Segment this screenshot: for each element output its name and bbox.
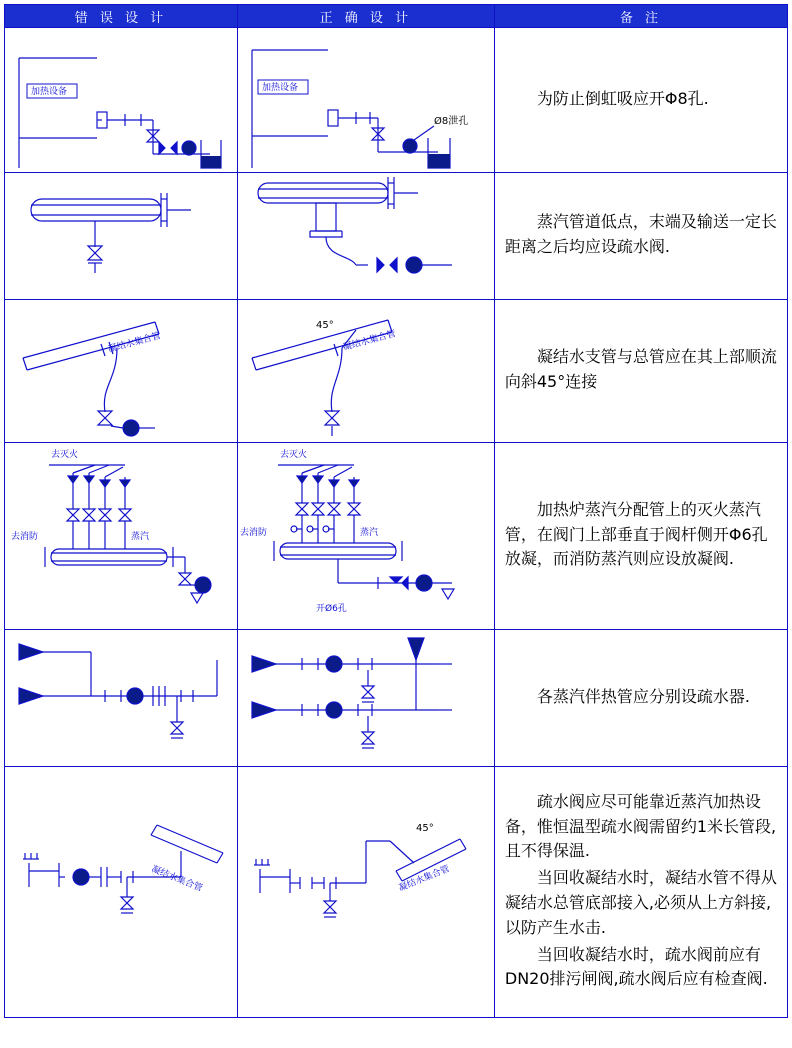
remark-line: 为防止倒虹吸应开Φ8孔. (536, 88, 709, 108)
header-wrong-design: 错 误 设 计 (5, 5, 238, 28)
label-to-fire-extinguish: 去灭火 (279, 450, 307, 460)
label-condensate-header: 凝结水集合管 (107, 331, 162, 355)
remark-text-3 (495, 339, 787, 403)
header-correct-design: 正 确 设 计 (237, 5, 494, 28)
label-condensate-header: 凝结水集合管 (342, 329, 397, 353)
table-row (5, 28, 788, 173)
diagram-wrong-5 (5, 630, 237, 766)
diagram-wrong-2 (5, 173, 237, 299)
wrong-design-cell-3 (5, 300, 238, 443)
label-condensate-header: 凝结水集合管 (149, 864, 204, 895)
correct-design-cell-4 (237, 443, 494, 630)
table-row (5, 443, 788, 630)
diagram-correct-4 (238, 443, 494, 629)
table-header-row (5, 5, 788, 28)
remark-text-1 (495, 81, 787, 120)
remark-line: 当回收凝结水时，凝结水管不得从凝结水总管底部接入,必须从上方斜接,以防产生水击. (504, 868, 777, 937)
remark-cell-5 (494, 630, 787, 767)
label-to-fire-protection: 去消防 (11, 532, 39, 542)
label-drill-6-hole: 开Ø6孔 (315, 604, 347, 614)
remark-line: 疏水阀应尽可能靠近蒸汽加热设备，惟恒温型疏水阀需留约1米长管段,且不得保温. (504, 791, 777, 861)
table-row (5, 300, 788, 443)
diagram-wrong-3 (5, 300, 237, 442)
remark-text-2 (495, 204, 787, 268)
label-steam: 蒸汽 (131, 532, 150, 542)
correct-design-cell-2 (237, 173, 494, 300)
diagram-correct-6 (238, 767, 494, 1017)
diagram-wrong-4 (5, 443, 237, 629)
remark-text-4 (495, 492, 787, 580)
wrong-design-cell-6 (5, 767, 238, 1018)
remark-line: 蒸汽管道低点，末端及输送一定长距离之后均应设疏水阀. (504, 212, 777, 256)
label-heating-equipment: 加热设备 (31, 87, 68, 97)
comparison-table (4, 4, 788, 1018)
label-vent-hole: Ø8泄孔 (433, 116, 469, 127)
remark-cell-2 (494, 173, 787, 300)
correct-design-cell-5 (237, 630, 494, 767)
label-heating-equipment: 加热设备 (261, 83, 298, 93)
label-condensate-header: 凝结水集合管 (397, 864, 452, 894)
correct-design-cell-3 (237, 300, 494, 443)
correct-design-cell-1 (237, 28, 494, 173)
remark-line: 各蒸汽伴热管应分别设疏水器. (536, 686, 750, 706)
remark-line: 加热炉蒸汽分配管上的灭火蒸汽管，在阀门上部垂直于阀杆侧开Φ6孔放凝，而消防蒸汽则应设放凝阀. (504, 499, 768, 569)
label-angle-45: 45° (415, 823, 434, 834)
remark-cell-3 (494, 300, 787, 443)
remark-cell-4 (494, 443, 787, 630)
label-to-fire-extinguish: 去灭火 (51, 450, 79, 460)
remark-cell-1 (494, 28, 787, 173)
remark-text-6 (495, 784, 787, 1000)
table-row (5, 630, 788, 767)
remark-text-5 (495, 679, 787, 718)
wrong-design-cell-5 (5, 630, 238, 767)
table-row (5, 173, 788, 300)
diagram-wrong-6 (5, 767, 237, 1017)
remark-cell-6 (494, 767, 787, 1018)
diagram-wrong-1 (5, 28, 237, 172)
diagram-correct-5 (238, 630, 494, 766)
remark-line: 当回收凝结水时，疏水阀前应有DN20排污闸阀,疏水阀后应有检查阀. (504, 944, 768, 989)
wrong-design-cell-2 (5, 173, 238, 300)
header-remarks: 备 注 (494, 5, 787, 28)
wrong-design-cell-1 (5, 28, 238, 173)
diagram-correct-1 (238, 28, 494, 172)
table-row (5, 767, 788, 1018)
label-to-fire-protection: 去消防 (239, 528, 267, 538)
diagram-correct-3 (238, 300, 494, 442)
label-angle-45: 45° (315, 320, 334, 331)
wrong-design-cell-4 (5, 443, 238, 630)
label-steam: 蒸汽 (359, 528, 378, 538)
diagram-correct-2 (238, 173, 494, 299)
remark-line: 凝结水支管与总管应在其上部顺流向斜45°连接 (504, 347, 777, 391)
correct-design-cell-6 (237, 767, 494, 1018)
